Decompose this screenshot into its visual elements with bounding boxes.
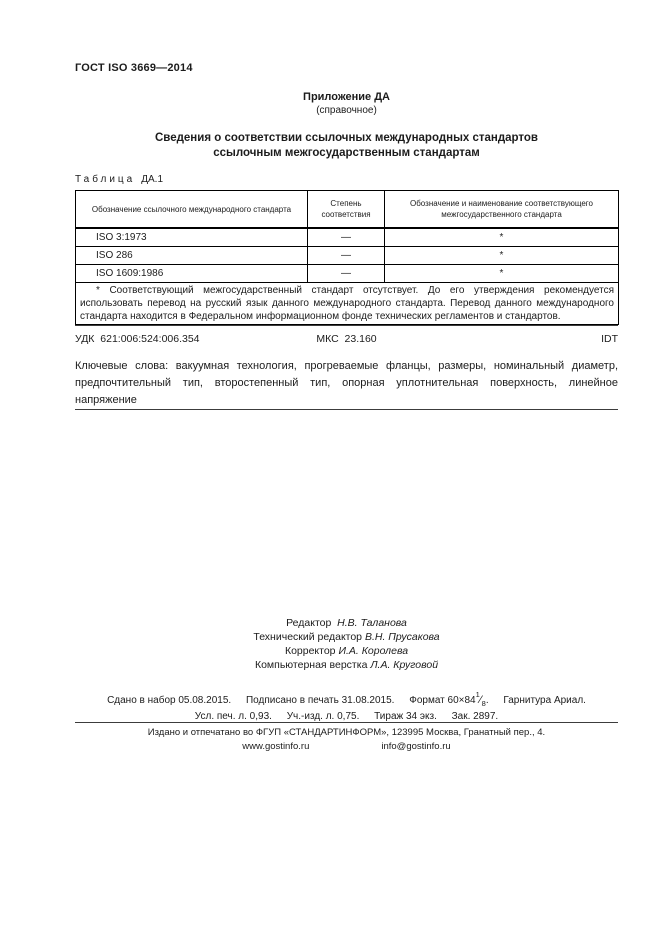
standard-number: ГОСТ ISO 3669—2014 xyxy=(75,62,193,74)
divider xyxy=(75,722,618,723)
table-caption-word: Таблица xyxy=(75,174,136,185)
column-header-match: Обозначение и наименование соответствующего межгосударственного стандарта xyxy=(385,191,619,229)
cell-degree: — xyxy=(308,228,385,247)
cell-standard: ISO 3:1973 xyxy=(76,228,308,247)
staff-role: Технический редактор xyxy=(253,631,363,643)
table-caption xyxy=(75,174,618,185)
cell-match: * xyxy=(385,247,619,265)
staff-line xyxy=(75,644,618,658)
imprint-line1 xyxy=(75,690,618,708)
imprint-typeface: Гарнитура Ариал. xyxy=(503,695,586,706)
table-header-row xyxy=(76,191,619,229)
table-footnote-row xyxy=(76,283,619,325)
appendix-heading: Приложение ДА xyxy=(303,91,390,103)
keywords-paragraph: Ключевые слова: вакуумная технология, прогреваемые фланцы, размеры, номинальный диаметр, предпочтительный тип, второстепенный тип, опорная уплотнительная поверхность, линейное напряжение xyxy=(75,360,618,406)
staff-name: В.Н. Прусакова xyxy=(364,631,440,643)
imprint-set-date: Сдано в набор 05.08.2015. xyxy=(107,695,232,706)
page-title-line2: ссылочным межгосударственным стандартам xyxy=(213,147,480,159)
staff-role: Компьютерная верстка xyxy=(254,659,368,671)
mks-code: МКС 23.160 xyxy=(316,333,377,345)
imprint-acct-sheets: Уч.-изд. л. 0,75. xyxy=(286,711,360,722)
format-fraction: $^1⁄_8$ xyxy=(475,690,486,708)
imprint-line2 xyxy=(75,711,618,722)
staff-line xyxy=(75,658,618,672)
staff-block xyxy=(75,616,618,672)
column-header-standard: Обозначение ссылочного международного стандарта xyxy=(76,191,308,229)
appendix-note: (справочное) xyxy=(316,105,377,116)
page-content xyxy=(75,0,618,752)
imprint-format: Формат $60\times 84^1⁄_8$. xyxy=(409,690,489,708)
imprint-circulation: Тираж 34 экз. xyxy=(374,711,437,722)
table-caption-number: ДА.1 xyxy=(141,174,164,185)
imprint-cond-sheets: Усл. печ. л. 0,93. xyxy=(194,711,272,722)
publisher-website: www.gostinfo.ru xyxy=(242,741,310,752)
publisher-email: info@gostinfo.ru xyxy=(381,741,451,752)
correspondence-table xyxy=(75,190,619,325)
staff-name: И.А. Королева xyxy=(338,645,409,657)
publisher-line: Издано и отпечатано во ФГУП «СТАНДАРТИНФОРМ», 123995 Москва, Гранатный пер., 4. xyxy=(147,727,546,738)
cell-standard: ISO 286 xyxy=(76,247,308,265)
udk-code: УДК 621:006:524:006.354 xyxy=(75,333,200,345)
idt-code: IDT xyxy=(601,333,618,345)
staff-role: Корректор xyxy=(284,645,336,657)
imprint-signed: Подписано в печать 31.08.2015. xyxy=(245,695,395,706)
page-title xyxy=(75,131,618,161)
cell-match: * xyxy=(385,228,619,247)
column-header-degree: Степень соответствия xyxy=(308,191,385,229)
staff-name: Л.А. Круговой xyxy=(370,659,439,671)
cell-standard: ISO 1609:1986 xyxy=(76,265,308,283)
codes-row xyxy=(75,333,618,345)
staff-role: Редактор xyxy=(286,617,332,629)
cell-match: * xyxy=(385,265,619,283)
table-row xyxy=(76,228,619,247)
cell-degree: — xyxy=(308,247,385,265)
cell-degree: — xyxy=(308,265,385,283)
divider xyxy=(75,409,618,410)
contact-links xyxy=(75,741,618,752)
staff-name: Н.В. Таланова xyxy=(337,617,407,629)
imprint-order: Зак. 2897. xyxy=(451,711,499,722)
page-title-line1: Сведения о соответствии ссылочных международных стандартов xyxy=(154,132,538,144)
staff-line xyxy=(75,616,618,630)
table-row xyxy=(76,265,619,283)
divider xyxy=(75,325,618,326)
table-footnote: * Соответствующий межгосударственный стандарт отсутствует. До его утверждения рекомендуется использовать перевод на русский язык данного международного стандарта. Перевод данного международного стандарта находится в Федеральном информационном фонде технических регламентов и стандартов. xyxy=(76,283,619,325)
table-row xyxy=(76,247,619,265)
staff-line xyxy=(75,630,618,644)
